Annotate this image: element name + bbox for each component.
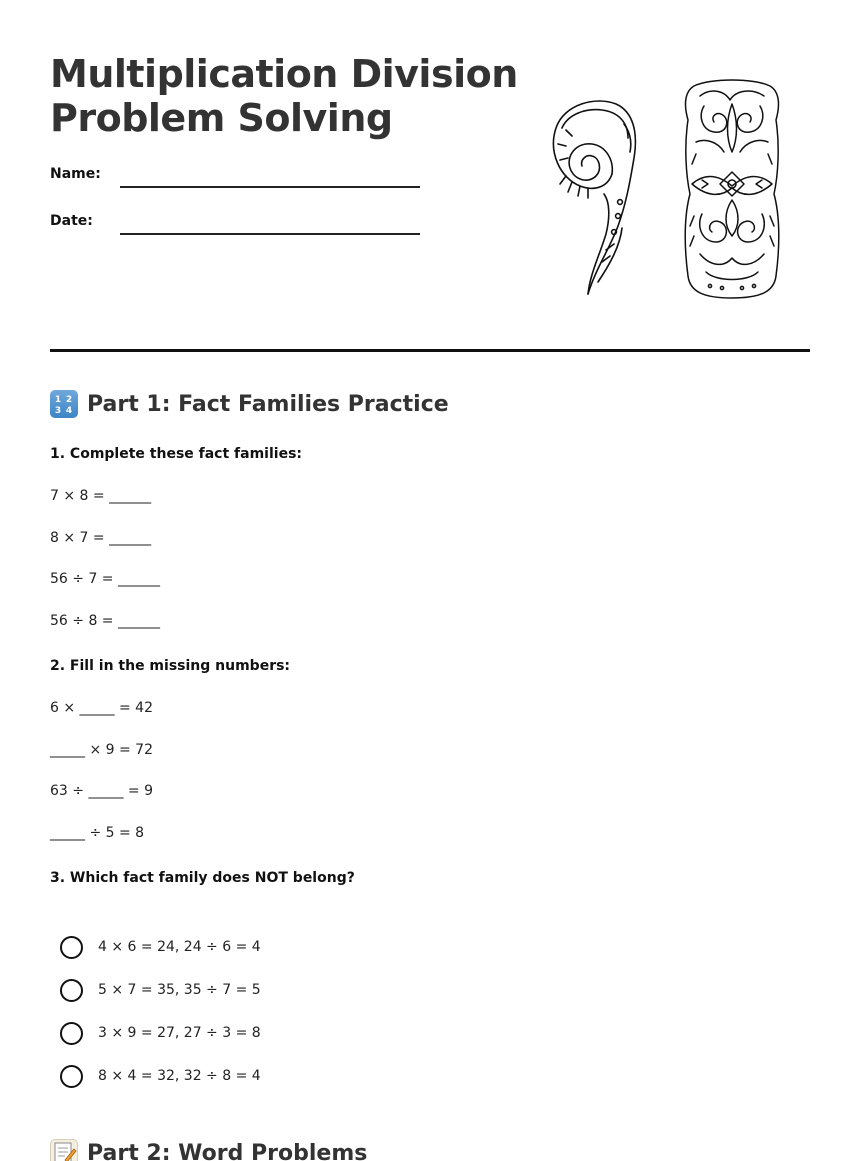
title-line-2: Problem Solving xyxy=(50,96,393,140)
part2-heading xyxy=(50,1137,367,1161)
date-field[interactable] xyxy=(50,213,430,243)
radio-button[interactable] xyxy=(60,1022,83,1045)
koru-illustration xyxy=(548,98,648,298)
q3-option-2[interactable] xyxy=(60,977,261,1003)
name-label: Name: xyxy=(50,166,101,182)
q3-option-1[interactable] xyxy=(60,934,261,960)
q2-equation[interactable]: 63 ÷ _____ = 9 xyxy=(50,783,153,799)
q2-equation[interactable]: _____ ÷ 5 = 8 xyxy=(50,825,145,841)
q1-equation[interactable]: 8 × 7 = ______ xyxy=(50,530,152,546)
question-3: 3. Which fact family does NOT belong? xyxy=(50,870,355,886)
radio-button[interactable] xyxy=(60,979,83,1002)
q3-option-4[interactable] xyxy=(60,1063,261,1089)
question-1: 1. Complete these fact families: xyxy=(50,446,302,462)
svg-text:4: 4 xyxy=(65,406,73,416)
name-underline[interactable] xyxy=(120,186,420,188)
q2-equation[interactable]: _____ × 9 = 72 xyxy=(50,742,153,758)
q3-option-3[interactable] xyxy=(60,1020,261,1046)
svg-text:3: 3 xyxy=(54,406,62,416)
svg-text:2: 2 xyxy=(65,395,73,405)
page-title xyxy=(50,52,520,140)
part2-heading-text: Part 2: Word Problems xyxy=(87,1140,368,1161)
radio-button[interactable] xyxy=(60,936,83,959)
radio-button[interactable] xyxy=(60,1065,83,1088)
part1-heading-text: Part 1: Fact Families Practice xyxy=(87,391,449,417)
question-2: 2. Fill in the missing numbers: xyxy=(50,658,291,674)
q1-equation[interactable]: 56 ÷ 8 = ______ xyxy=(50,613,160,629)
date-label: Date: xyxy=(50,213,93,229)
input-numbers-icon xyxy=(50,390,78,418)
option-label: 4 × 6 = 24, 24 ÷ 6 = 4 xyxy=(98,939,261,955)
option-label: 5 × 7 = 35, 35 ÷ 7 = 5 xyxy=(98,982,261,998)
title-line-1: Multiplication Division xyxy=(50,52,518,96)
svg-text:1: 1 xyxy=(54,395,62,405)
date-underline[interactable] xyxy=(120,233,420,235)
memo-icon xyxy=(50,1139,78,1161)
carving-illustration xyxy=(680,76,784,300)
q1-equation[interactable]: 7 × 8 = ______ xyxy=(50,488,152,504)
part1-heading xyxy=(50,388,449,420)
section-divider xyxy=(50,349,810,352)
q1-equation[interactable]: 56 ÷ 7 = ______ xyxy=(50,571,160,587)
name-field[interactable] xyxy=(50,166,430,196)
q2-equation[interactable]: 6 × _____ = 42 xyxy=(50,700,153,716)
option-label: 3 × 9 = 27, 27 ÷ 3 = 8 xyxy=(98,1025,261,1041)
option-label: 8 × 4 = 32, 32 ÷ 8 = 4 xyxy=(98,1068,261,1084)
